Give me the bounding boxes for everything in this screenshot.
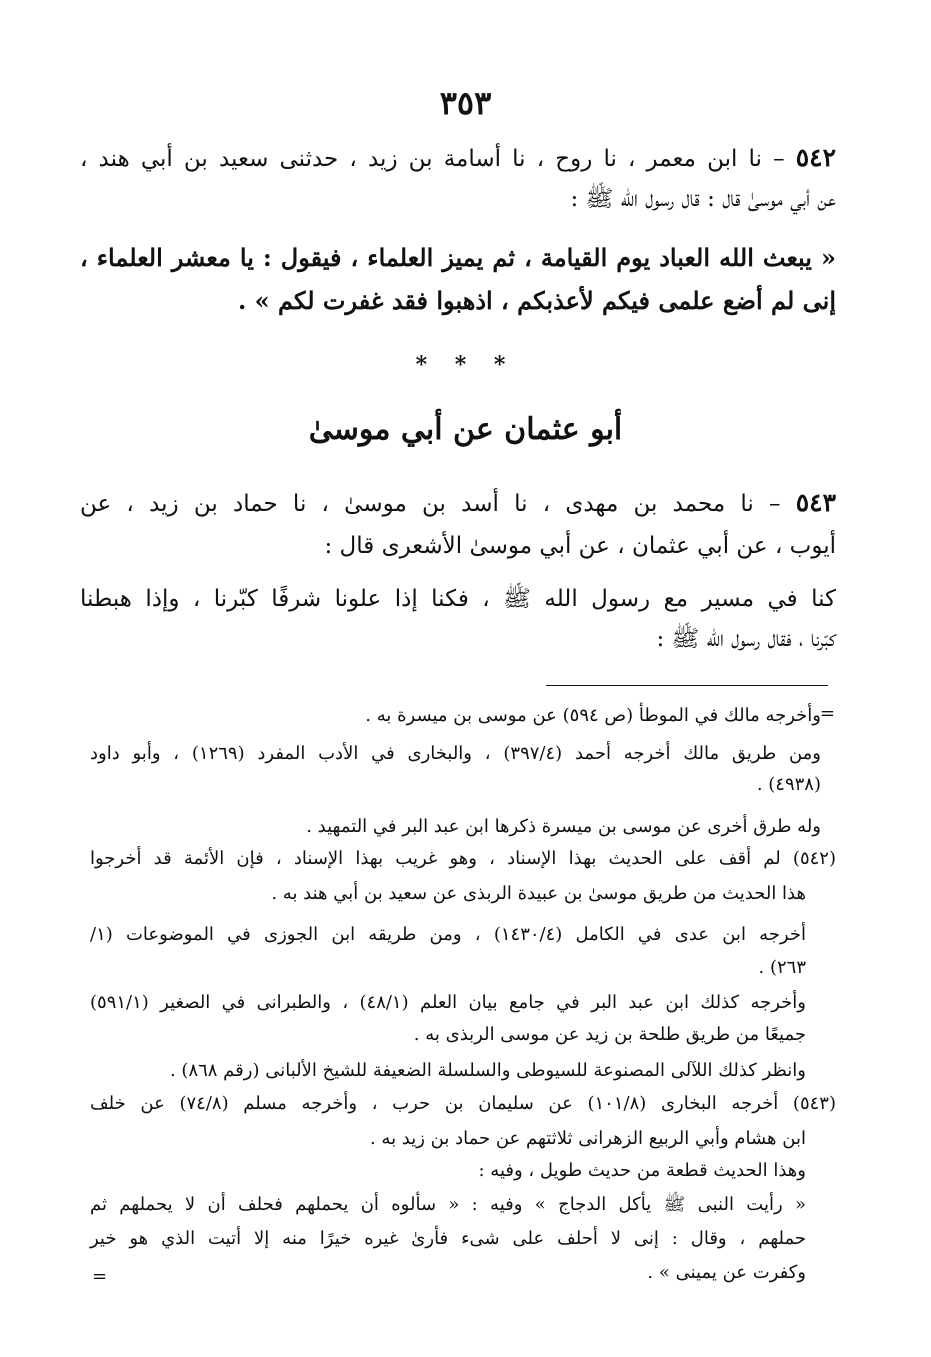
footnote-line: ابن هشام وأبي الربيع الزهرانى ثلاثتهم عن حماد بن زيد به . bbox=[369, 1128, 806, 1149]
hadith-543-isnad-line-2: أيوب ، عن أبي عثمان ، عن أبي موسىٰ الأشعرى قال : bbox=[324, 533, 836, 559]
footnote-line: (٥٤٢) لم أقف على الحديث بهذا الإسناد ، وهو غريب بهذا الإسناد ، فإن الأئمة قد أخرجوا bbox=[90, 848, 836, 869]
section-heading: أبو عثمان عن أبي موسىٰ bbox=[308, 412, 623, 447]
footnote-line: وانظر كذلك اللآلى المصنوعة للسيوطى والسلسلة الضعيفة للشيخ الألبانى (رقم ٨٦٨) . bbox=[169, 1060, 806, 1081]
footnote-line: أخرجه ابن عدى في الكامل (١٤٣٠/٤) ، ومن طريقه ابن الجوزى في الموضوعات (١/ bbox=[90, 924, 806, 945]
hadith-542-matn-line-2: إنى لم أضع علمى فيكم لأعذبكم ، اذهبوا فقد غفرت لكم » . bbox=[237, 286, 836, 315]
footnote-line: وهذا الحديث قطعة من حديث طويل ، وفيه : bbox=[478, 1160, 806, 1181]
footnote-line: جميعًا من طريق طلحة بن زيد عن موسى الربذى به . bbox=[413, 1024, 806, 1045]
footnote-line: وأخرجه كذلك ابن عبد البر في جامع بيان العلم (٤٨/١) ، والطبرانى في الصغير (٥٩١/١) bbox=[90, 992, 806, 1013]
section-separator: * * * bbox=[415, 352, 516, 378]
hadith-542-matn-line-1: « يبعث الله العباد يوم القيامة ، ثم يميز العلماء ، فيقول : يا معشر العلماء ، bbox=[80, 243, 836, 272]
hadith-543-matn-line-1: كنا في مسير مع رسول الله ﷺ ، فكنا إذا علونا شرفًا كبّرنا ، وإذا هبطنا bbox=[80, 586, 836, 612]
footnote-continuation-mark-top: = bbox=[819, 703, 835, 724]
footnote-line: حملهم ، وقال : إنى لا أحلف على شىء فأرىٰ غيره خيرًا منه إلا أتيت الذي هو خير bbox=[90, 1228, 806, 1249]
footnote-line: « رأيت النبى ﷺ يأكل الدجاج » وفيه : « سألوه أن يحملهم فحلف أن لا يحملهم ثم bbox=[90, 1194, 806, 1215]
page-number: ٣٥٣ bbox=[439, 84, 492, 122]
footnote-continuation-mark-bottom: = bbox=[92, 1266, 108, 1287]
footnote-line: ومن طريق مالك أخرجه أحمد (٣٩٧/٤) ، والبخارى في الأدب المفرد (١٢٦٩) ، وأبو داود bbox=[90, 743, 821, 764]
footnote-line: وأخرجه مالك في الموطأ (ص ٥٩٤) عن موسى بن ميسرة به . bbox=[365, 705, 821, 726]
footnote-line: (٥٤٣) أخرجه البخارى (١٠١/٨) عن سليمان بن حرب ، وأخرجه مسلم (٧٤/٨) عن خلف bbox=[90, 1093, 836, 1114]
hadith-542-isnad-text-1: – نا ابن معمر ، نا روح ، نا أسامة بن زيد ، حدثنى سعيد بن أبي هند ، bbox=[80, 146, 785, 172]
footnote-line: (٤٩٣٨) . bbox=[756, 774, 821, 795]
footnote-line: ٢٦٣) . bbox=[758, 957, 806, 978]
footnote-divider bbox=[546, 685, 828, 686]
hadith-543-isnad-text-1: – نا محمد بن مهدى ، نا أسد بن موسىٰ ، نا حماد بن زيد ، عن bbox=[80, 491, 781, 517]
footnote-line: وله طرق أخرى عن موسى بن ميسرة ذكرها ابن عبد البر في التمهيد . bbox=[306, 816, 821, 837]
footnote-line: هذا الحديث من طريق موسىٰ بن عبيدة الربذى عن سعيد بن أبي هند به . bbox=[271, 883, 806, 904]
footnote-line: وكفرت عن يمينى » . bbox=[647, 1262, 806, 1283]
hadith-543-isnad-line-1 bbox=[80, 488, 836, 519]
hadith-543-matn-line-2: كبّرنا ، فقال رسول الله ﷺ : bbox=[656, 626, 836, 652]
hadith-542-number: ٥٤٢ bbox=[795, 143, 837, 172]
hadith-542-isnad-line-2: عن أبي موسىٰ قال : قال رسول الله ﷺ : bbox=[570, 186, 836, 212]
hadith-542-isnad-line-1 bbox=[80, 143, 836, 174]
hadith-543-number: ٥٤٣ bbox=[795, 488, 837, 517]
